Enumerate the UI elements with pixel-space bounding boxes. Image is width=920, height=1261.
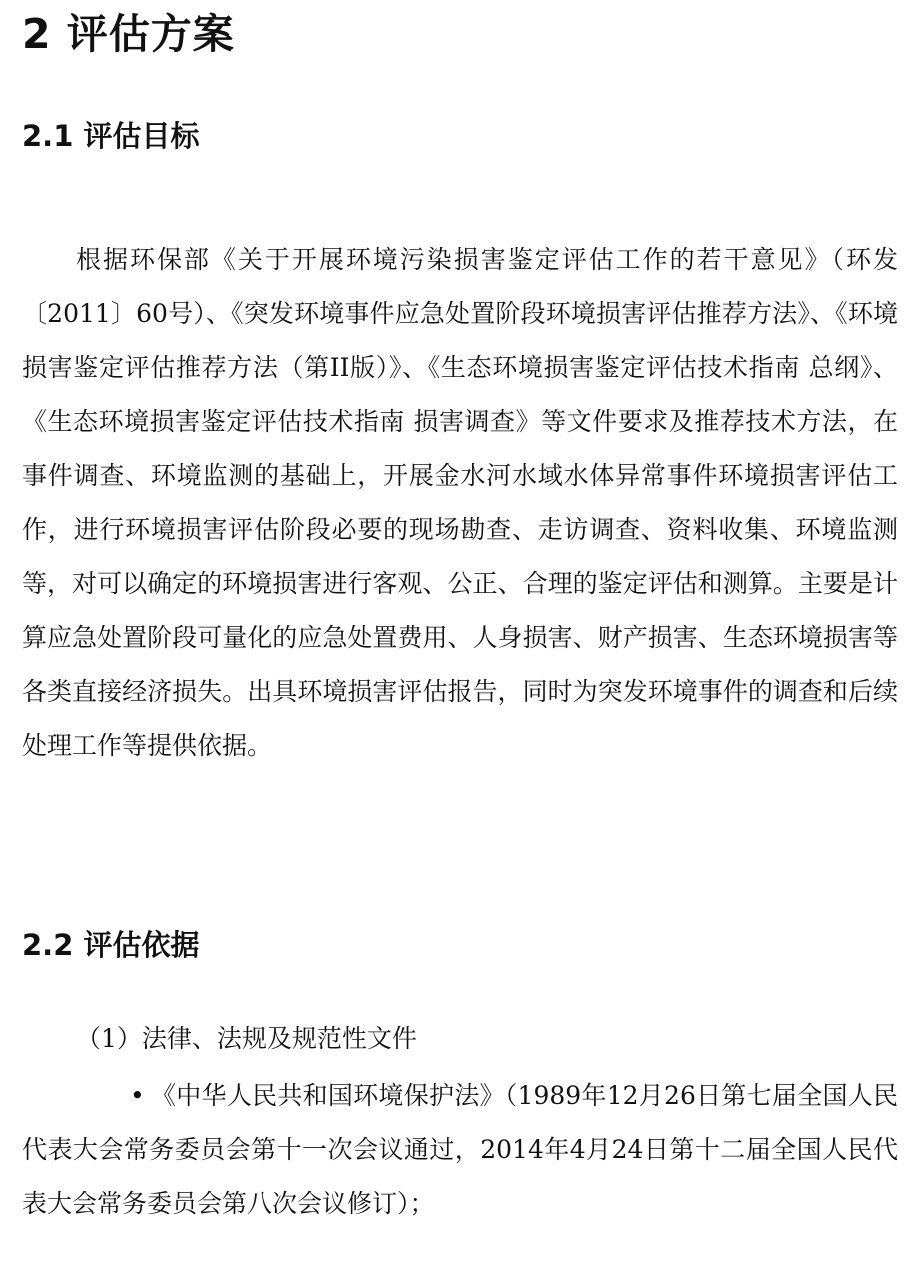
- bullet-icon: •: [130, 1081, 145, 1110]
- basis-item-text: 《中华人民共和国环境保护法》（1989年12月26日第七届全国人民代表大会常务委员会第十一次会议通过，2014年4月24日第十二届全国人民代表大会常务委员会第八次会议修订）；: [22, 1081, 898, 1218]
- section-title-goal: 2.1 评估目标: [22, 119, 200, 153]
- basis-item: [22, 1069, 898, 1231]
- section-goal-paragraph: 根据环保部《关于开展环境污染损害鉴定评估工作的若干意见》（环发〔2011〕60号）、《突发环境事件应急处置阶段环境损害评估推荐方法》、《环境损害鉴定评估推荐方法（第II版）》、《生态环境损害鉴定评估技术指南 总纲》、《生态环境损害鉴定评估技术指南 损害调查》等文件要求及推荐技术方法，在事件调查、环境监测的基础上，开展金水河水域水体异常事件环境损害评估工作，进行环境损害评估阶段必要的现场勘查、走访调查、资料收集、环境监测等，对可以确定的环境损害进行客观、公正、合理的鉴定评估和测算。主要是计算应急处置阶段可量化的应急处置费用、人身损害、财产损害、生态环境损害等各类直接经济损失。出具环境损害评估报告，同时为突发环境事件的调查和后续处理工作等提供依据。: [22, 245, 898, 760]
- section-title-basis: 2.2 评估依据: [22, 928, 200, 962]
- basis-subheading: （1）法律、法规及规范性文件: [76, 1024, 417, 1053]
- chapter-title: 2 评估方案: [22, 10, 235, 58]
